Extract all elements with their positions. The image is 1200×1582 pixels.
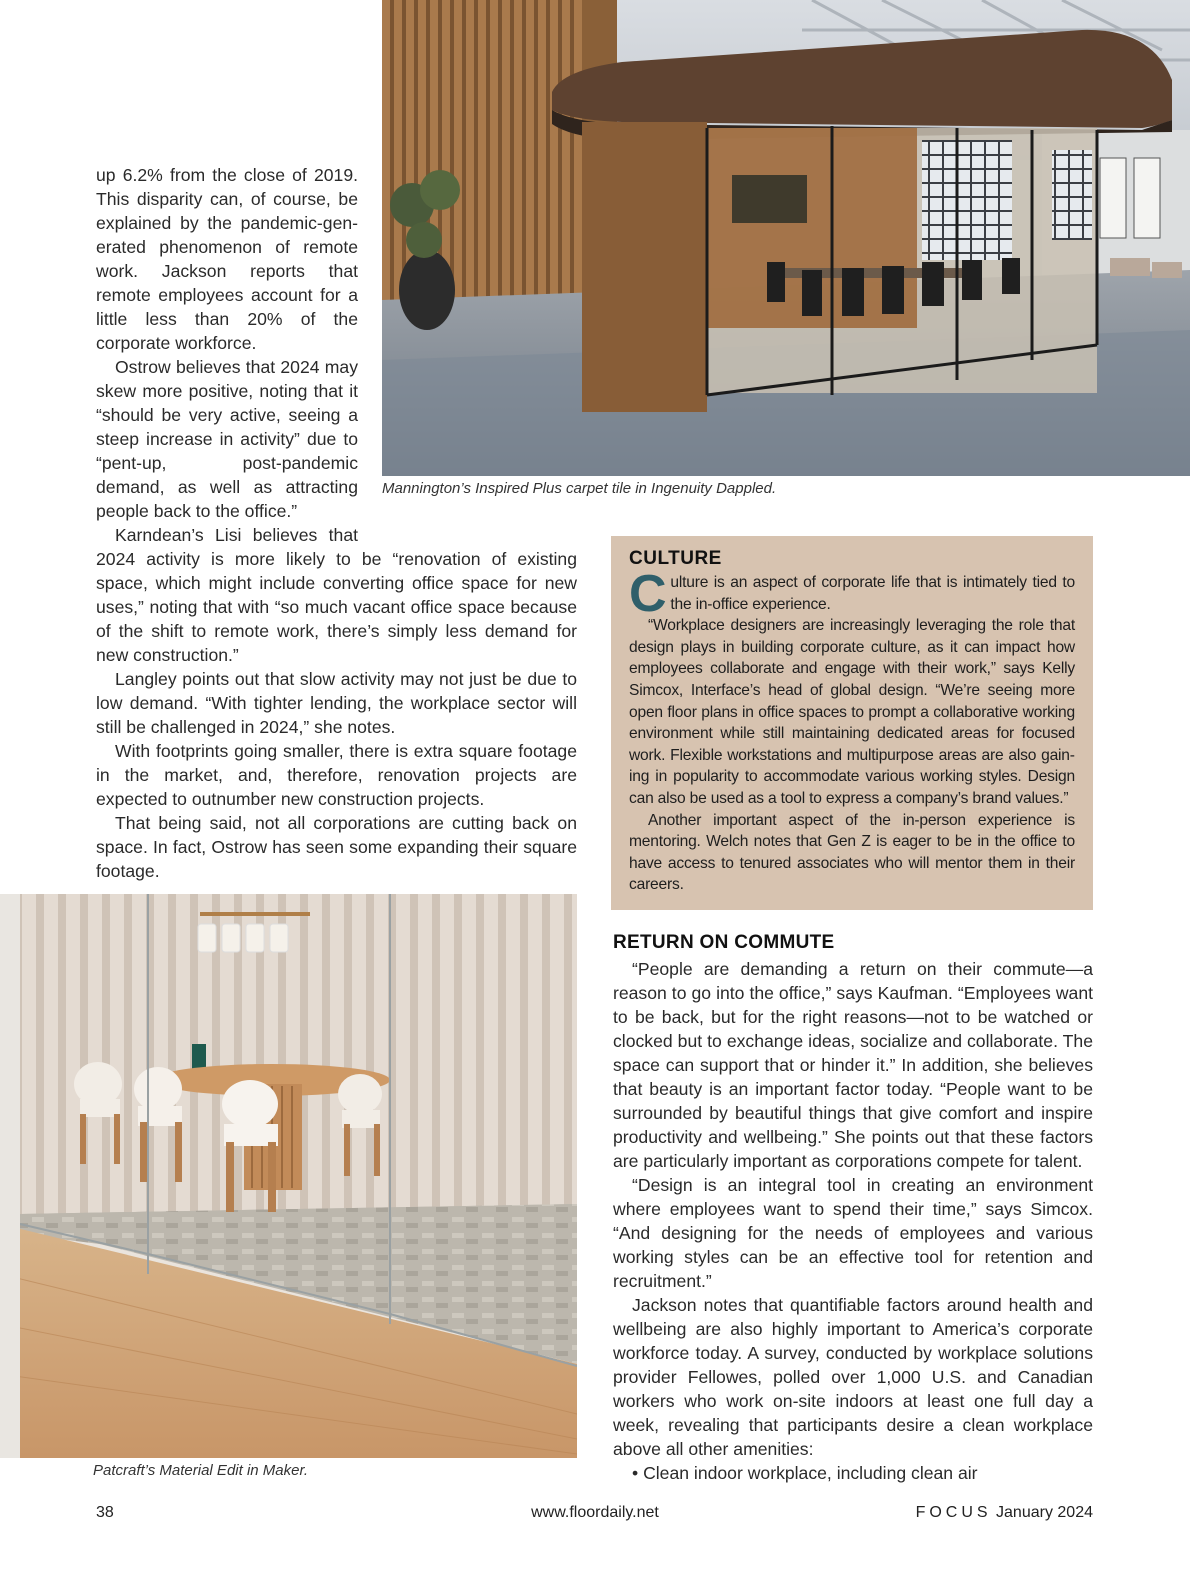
body-paragraph-continued: 2024 activity is more likely to be “renovation of existing space, which might include converting office space for new uses,” noting that with “so much vacant office space because of the shift to remote work, there’s simply less demand for new construction.” (96, 549, 577, 665)
right-column (613, 957, 1093, 1485)
culture-sidebar (611, 536, 1093, 910)
body-paragraph: “Design is an integral tool in creating an environment where employees want to spend their time,” says Simcox. “And designing for the needs of employees and various working styles can be an effective tool for retention and recruitment.” (613, 1175, 1093, 1291)
left-column-mid (96, 523, 577, 883)
footer-url[interactable]: www.floordaily.net (531, 1504, 659, 1521)
body-paragraph: That being said, not all corporations are cutting back on space. In fact, Ostrow has seen some expanding their square footage. (96, 813, 577, 881)
body-paragraph: With footprints going smaller, there is extra square footage in the market, and, therefore, renovation projects are expected to outnumber new construction projects. (96, 741, 577, 809)
office-meeting-room-photo (382, 0, 1190, 476)
body-paragraph: Langley points out that slow activity may not just be due to low demand. “With tighter lending, the workplace sector will still be challenged in 2024,” she notes. (96, 669, 577, 737)
left-column-top (96, 163, 358, 523)
culture-heading: CULTURE (629, 548, 722, 569)
culture-lead-paragraph (629, 565, 1075, 623)
culture-paragraph: “Workplace designers are increasingly leveraging the role that design plays in building corporate culture, as it can impact how employees collaborate and engage with their work,” says Kelly Simcox, Interface’s head of global design. “We’re seeing more open floor plans in office spaces to prompt a collaborative working environment while still maintaining dedicated areas for focused work. Flexible workstations and multipurpose areas are also gaining in popularity to accommodate various working styles. Design can also be used as a tool to express a company’s brand values.” (629, 617, 1075, 807)
body-paragraph: Ostrow believes that 2024 may skew more positive, noting that it “should be very active, seeing a steep increase in activity” due to “pent-up, post-pandemic demand, as well as attracting people back to the office.” (96, 357, 358, 521)
dining-room-photo (0, 894, 577, 1458)
page-number: 38 (96, 1504, 114, 1521)
footer-issue (916, 1504, 1093, 1522)
photo-caption-top: Mannington’s Inspired Plus carpet tile in Ingenuity Dappled. (382, 480, 777, 497)
bullet-text: Clean indoor workplace, including clean air (643, 1463, 978, 1483)
bullet-item: • Clean indoor workplace, including clean air (632, 1463, 978, 1483)
body-paragraph-lead: Karndean’s Lisi believes that (115, 525, 358, 545)
body-paragraph: “People are demanding a return on their commute—a reason to go into the office,” says Kaufman. “Employees want to be back, but for the right reasons—not to be watched or clocked but to exchange ideas, socialize and collaborate. The space can support that or hinder it.” In addition, she believes that beauty is an important factor today. “People want to be surrounded by beautiful things that give comfort and inspire productivity and wellbeing.” She points out that these factors are particularly important as corporations compete for talent. (613, 959, 1093, 1171)
body-paragraph: Jackson notes that quantifiable factors around health and wellbeing are also highly important to America’s corporate workforce today. A survey, conducted by workplace solutions provider Fellowes, polled over 1,000 U.S. and Canadian workers who work on-site indoors at least one full day a week, revealing that participants desire a clean workplace above all other amenities: (613, 1295, 1093, 1459)
drop-cap: C (629, 565, 667, 623)
magazine-name: FOCUS (915, 1504, 992, 1521)
issue-date: January 2024 (996, 1504, 1093, 1521)
photo-caption-bottom: Patcraft’s Material Edit in Maker. (93, 1462, 309, 1479)
body-paragraph: up 6.2% from the close of 2019. This disparity can, of course, be explained by the pandemic-generated phenomenon of remote work. Jackson reports that remote employees account for a little less than 20% of the corporate workforce. (96, 165, 358, 353)
culture-lead-text: ulture is an aspect of corporate life that is intimately tied to the in-office experience. (670, 574, 1075, 613)
culture-paragraph: Another important aspect of the in-person experience is mentoring. Welch notes that Gen Z is eager to be in the office to have access to tenured associates who will mentor them in their careers. (629, 811, 1075, 894)
return-on-commute-heading: RETURN ON COMMUTE (613, 932, 835, 953)
